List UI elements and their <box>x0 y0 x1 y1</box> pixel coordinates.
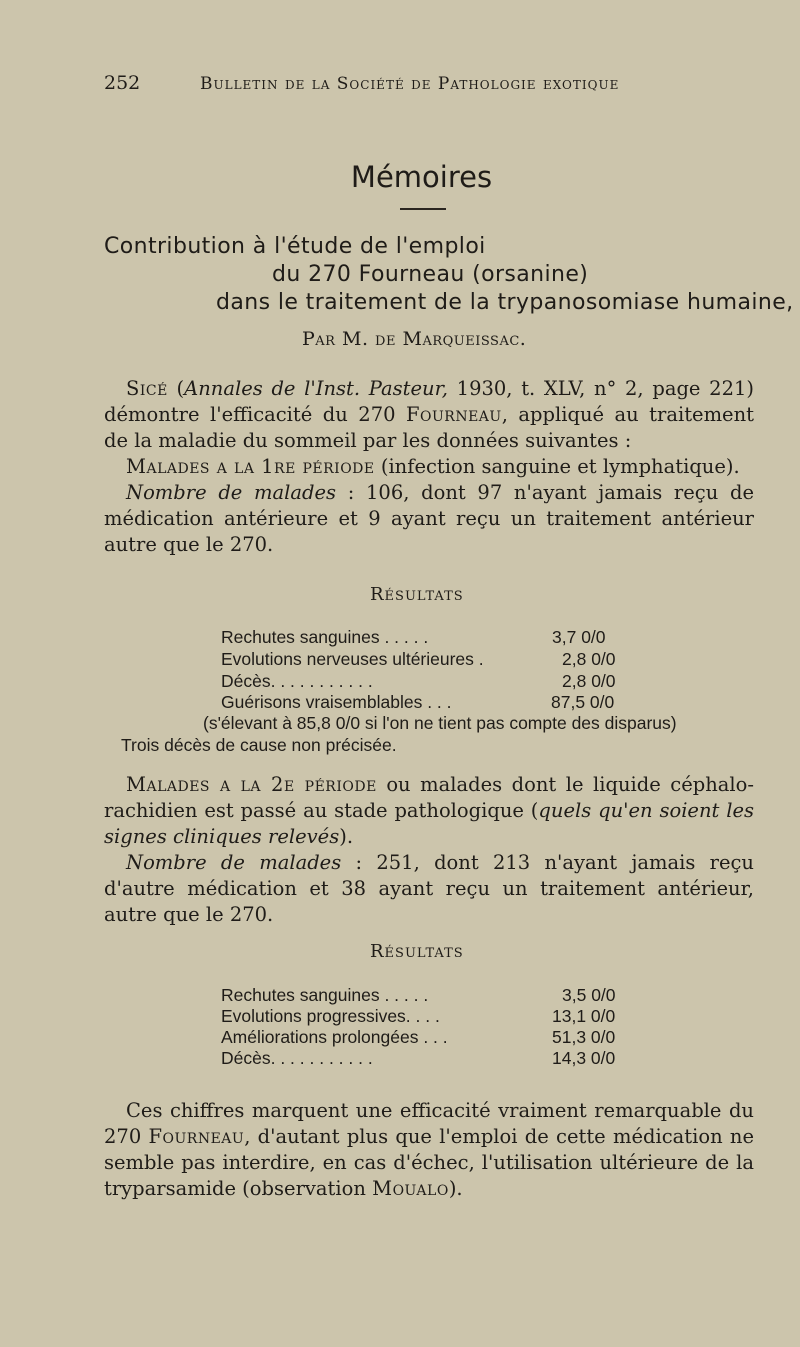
page-number: 252 <box>104 72 141 94</box>
paragraph-text: , appliqué au traitement de la maladie du sommeil par les données suivantes : <box>104 403 754 452</box>
count-label: Nombre de malades <box>126 481 337 504</box>
group-description: (infection sanguine et lymphatique). <box>374 455 740 478</box>
row-label: Evolutions progressives. . . . <box>221 1006 440 1026</box>
paragraph-text-mid: , d'autant plus que l'emploi de cette médication ne semble pas interdire, en cas d'échec, l'utilisation ultérieure de la tryparsamide (observation <box>104 1125 755 1200</box>
paragraph-conclusion <box>104 1098 754 1202</box>
article-title-line-2: du 270 Fourneau (orsanine) <box>272 262 589 287</box>
row-value: 2,8 0/0 <box>562 671 616 691</box>
cited-author: Sicé <box>126 377 168 400</box>
row-label: Décès. . . . . . . . . . . <box>221 671 373 691</box>
paragraph-text: ou malades dont le liquide céphalo-rachidien est passé au stade pathologique ( <box>104 773 754 822</box>
paragraph-text-end: ). <box>339 825 354 848</box>
section-title: Mémoires <box>350 160 493 194</box>
title-divider <box>400 208 446 210</box>
product-name: Fourneau <box>405 403 502 426</box>
row-label: Rechutes sanguines . . . . . <box>221 627 429 647</box>
count-text: : 251, dont 213 n'ayant jamais reçu d'autre médication et 38 ayant reçu un traitement antérieur, autre que le 270. <box>104 851 754 926</box>
citation: Annales de l'Inst. Pasteur, <box>184 377 448 400</box>
author-name: Par M. de Marqueissac. <box>302 328 527 350</box>
results-heading-2: Résultats <box>370 941 464 962</box>
article-title-line-1: Contribution à l'étude de l'emploi <box>104 234 486 259</box>
results-heading-1: Résultats <box>370 584 464 605</box>
count-text: : 106, dont 97 n'ayant jamais reçu de médication antérieure et 9 ayant reçu un traitement antérieur autre que le 270. <box>104 481 754 556</box>
row-label: Décès. . . . . . . . . . . <box>221 1048 373 1068</box>
row-label: Evolutions nerveuses ultérieures . <box>221 649 484 669</box>
paragraph-intro: Sicé (Annales de l'Inst. Pasteur, 1930, t. XLV, n° 2, page 221) démontre l'efficacité du 270 Fourneau, appliqué au traitement de la maladie du sommeil par les données suivantes : Malades a la 1re période (infection sanguine et lymphatique). Nombre de malades : 106, dont 97 n'ayant jamais reçu de médication antérieure et 9 ayant reçu un traitement antérieur autre que le 270. <box>104 377 754 556</box>
row-label: Améliorations prolongées . . . <box>221 1027 448 1047</box>
product-name: Fourneau <box>148 1125 245 1148</box>
paragraph-text-end: ). <box>448 1177 463 1200</box>
count-label: Nombre de malades <box>126 851 342 874</box>
paragraph-second-period <box>104 772 754 928</box>
results-note: (s'élevant à 85,8 0/0 si l'on ne tient pas compte des disparus) <box>203 713 677 733</box>
row-value: 51,3 0/0 <box>552 1027 616 1047</box>
paragraph-text: Ces chiffres marquent une efficacité vraiment remarquable du 270 <box>104 1099 754 1148</box>
results-note-2: Trois décès de cause non précisée. <box>121 735 397 755</box>
row-value: 13,1 0/0 <box>552 1006 616 1026</box>
article-title-line-3: dans le traitement de la trypanosomiase humaine, <box>216 290 794 315</box>
row-value: 3,7 0/0 <box>552 627 606 647</box>
row-value: 14,3 0/0 <box>552 1048 616 1068</box>
group-heading-1: Malades a la 1re période <box>126 455 375 478</box>
citation-ref: 1930, t. XLV, n° 2, page 221) démontre l'efficacité du 270 <box>104 377 754 426</box>
italic-phrase: quels qu'en soient les signes cliniques relevés <box>104 799 754 848</box>
running-header: Bulletin de la Société de Pathologie exotique <box>200 74 620 94</box>
row-value: 3,5 0/0 <box>562 985 616 1005</box>
row-value: 2,8 0/0 <box>562 649 616 669</box>
row-label: Rechutes sanguines . . . . . <box>221 985 429 1005</box>
article-author <box>302 328 526 350</box>
row-label: Guérisons vraisemblables . . . <box>221 692 452 712</box>
group-heading-2: Malades a la 2e période <box>126 773 377 796</box>
row-value: 87,5 0/0 <box>551 692 615 712</box>
observer-name: Moualo <box>372 1177 449 1200</box>
